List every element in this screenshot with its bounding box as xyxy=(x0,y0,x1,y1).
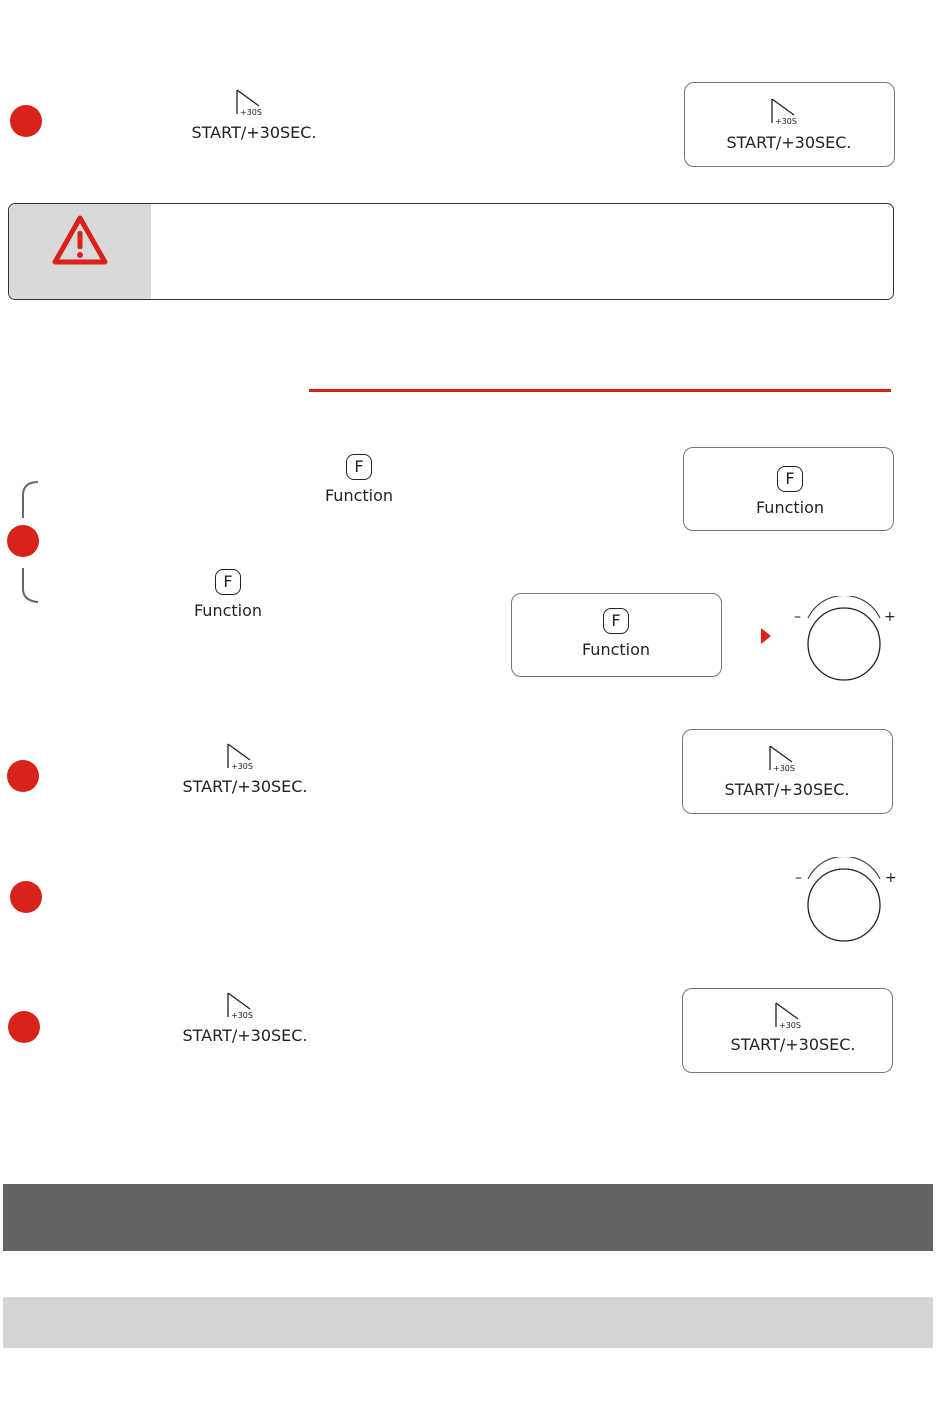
knob-plus-label: + xyxy=(884,609,896,625)
function-icon: F xyxy=(603,608,629,634)
warning-box xyxy=(8,203,894,300)
svg-text:+30S: +30S xyxy=(231,1011,253,1020)
section-divider xyxy=(309,389,891,392)
start-panel-label: START/+30SEC. xyxy=(724,780,850,799)
subsection-header-bar xyxy=(3,1297,933,1348)
function-icon: F xyxy=(215,569,241,595)
function-label: Function xyxy=(324,486,394,505)
function-panel-label: Function xyxy=(755,498,825,517)
start-button-panel[interactable] xyxy=(684,82,895,167)
svg-text:+30S: +30S xyxy=(231,762,253,771)
step-marker xyxy=(7,525,39,557)
start-button-panel[interactable] xyxy=(682,988,893,1073)
step-marker xyxy=(10,881,42,913)
start-label: START/+30SEC. xyxy=(182,1026,308,1045)
function-icon: F xyxy=(777,466,803,492)
red-arrow-icon xyxy=(760,627,772,645)
knob-minus-label: – xyxy=(795,870,802,886)
rotary-knob-icon[interactable] xyxy=(792,857,896,945)
start-icon xyxy=(770,97,800,127)
start-icon xyxy=(768,744,798,774)
start-button-panel[interactable] xyxy=(682,729,893,814)
function-button-panel[interactable] xyxy=(683,447,894,531)
function-label: Function xyxy=(193,601,263,620)
warning-triangle-icon xyxy=(51,214,109,266)
knob-minus-label: – xyxy=(794,609,801,625)
svg-text:+30S: +30S xyxy=(775,117,797,126)
section-header-bar xyxy=(3,1184,933,1251)
function-panel-label: Function xyxy=(581,640,651,659)
start-panel-label: START/+30SEC. xyxy=(726,133,852,152)
start-panel-label: START/+30SEC. xyxy=(730,1035,856,1054)
svg-text:+30S: +30S xyxy=(779,1021,801,1030)
bracket-top xyxy=(18,480,42,520)
function-button-panel[interactable] xyxy=(511,593,722,677)
step-marker xyxy=(8,1011,40,1043)
svg-text:+30S: +30S xyxy=(773,764,795,773)
start-label: START/+30SEC. xyxy=(182,777,308,796)
warning-icon-area xyxy=(9,204,151,299)
function-icon: F xyxy=(346,454,372,480)
start-icon xyxy=(226,991,256,1021)
step-marker xyxy=(10,105,42,137)
step-marker xyxy=(7,760,39,792)
start-icon xyxy=(235,88,265,118)
start-label: START/+30SEC. xyxy=(191,123,317,142)
start-icon xyxy=(774,1001,804,1031)
svg-text:+30S: +30S xyxy=(240,108,262,117)
bracket-bottom xyxy=(18,566,42,606)
knob-plus-label: + xyxy=(885,870,897,886)
rotary-knob-icon[interactable] xyxy=(792,596,896,684)
start-icon xyxy=(226,742,256,772)
